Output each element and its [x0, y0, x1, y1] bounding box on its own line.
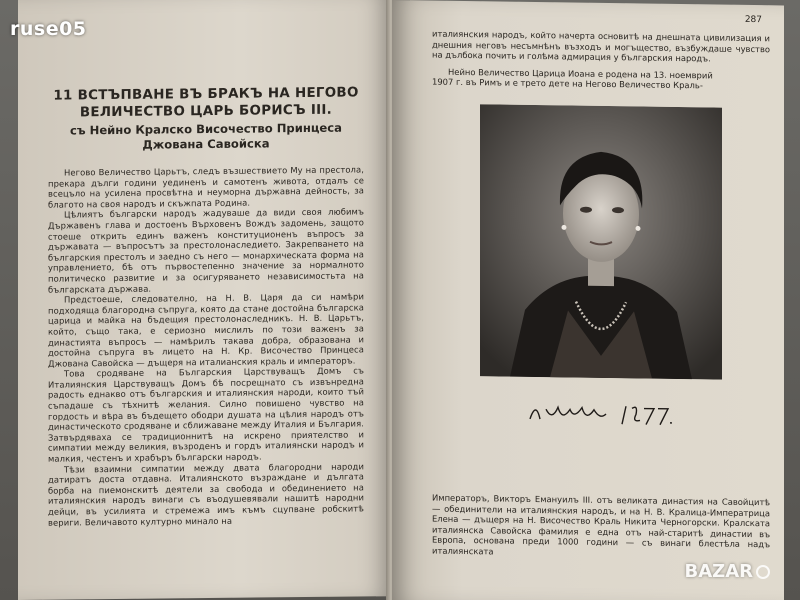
paragraph-5: Тѣзи взаимни симпатии между двата благородни народи датиратъ доста отдавна. Италиянското възраждане и дългата борба на пиемонскитѣ деятели за свобода и обединението на италиянския народъ винаги съ въодушевявали нашитѣ народни дейци, въ усилията и стремежа имъ къмъ сцупване робскитѣ вериги. Величавото културно минало на [48, 461, 364, 528]
left-page [18, 0, 390, 600]
top-paragraph: италиянския народъ, който начерта основитѣ на днешната цивилизация и днешния неговъ несъмнѣнъ възходъ и могъщество, възбуждаше чувство на дълбока почить и голѣма адмирация у българския народъ. [432, 28, 770, 64]
paragraph-1: Негово Величество Царьтъ, следъ възшествието Му на престола, прекара дълги години уединенъ и самотенъ живота, отдалъ се всецъло на усилена просвѣтна и неуморна държавна дейность, за благото на своя народъ и скъжпата Родина. [48, 164, 364, 210]
chapter-title: 11 ВСТЪПВАНЕ ВЪ БРАКЪ НА НЕГОВО ВЕЛИЧЕСТВО ЦАРЬ БОРИСЪ III. [53, 85, 359, 121]
page-number: 287 [744, 14, 762, 26]
right-page [392, 0, 784, 600]
portrait-figure [480, 104, 722, 379]
birth-line-2: 1907 г. въ Римъ и е трето дете на Негово Величество Краль- [432, 76, 703, 91]
site-watermark: ruse05 [10, 18, 87, 40]
bottom-paragraph: Императоръ, Викторъ Емануилъ III. отъ великата династия на Савойцитѣ — обединители на италиянския народъ, и на Н. В. Кралица-Императрица Елена — дъщеря на Н. Височество Краль Никита Черногорски. Кралската италиянска Савойска фамилия е една отъ най-старитѣ династии въ Европа, основана преди 1000 години — съ винаги блестѣла надъ италиянската [432, 492, 770, 557]
paragraph-2: Цѣлиятъ български народъ жадуваше да види своя любимъ Държавенъ глава и достоенъ Върховенъ Вождъ задомень, защото стоеше открить единъ важенъ конституционенъ въпросъ за държавата — въпросътъ за престолонаследието. Закрепването на българския престолъ и заедно съ него — монархическата форма на управлението, бѣ отъ първостепенно значение за нормалното политическо развитие и за осигуряването независимостьта на българската държава. [48, 206, 364, 295]
paragraph-4: Това сродяване на Българския Царствуващъ Домъ съ Италиянския Царствуващъ Домъ бѣ посрещнато съ извънредна радость еднакво отъ българския и италиянския народи, които тъй съпадаше съ тѣхнитѣ желания. Силно повишено чувство на гордость и вѣра въ бъдещето ободри душата на цѣлия народъ отъ династическото сродяване и сближаване между Италия и България. Затвърдяваха се традиционнитѣ на искрено приятелство и симпатии между великия, възроденъ и гордъ италиянски народъ и малкия, честенъ и храбъръ български народъ. [48, 365, 364, 464]
portrait-photo [480, 104, 722, 379]
bazar-logo: BAZAR [685, 561, 771, 582]
paragraph-3: Предстоеше, следователно, на Н. В. Царя да си намѣри подходяща благородна съпруга, която да стане достойна българска царица и майка на бъдещия престолонаследникъ. Н. В. Царьтъ, който, също така, е сериозно мислилъ по този важенъ за династията въпросъ — намѣрилъ такава добра, образована и достойна съпруга въ лицето на Н. Кр. Височество Принцеса Джована Савойска — дъщеря на италианския краль и императоръ. [48, 291, 364, 369]
chapter-subtitle: съ Нейно Кралско Височество Принцеса Джована Савойска [70, 120, 342, 152]
birth-line-1: Нейно Величество Царица Иоана е родена на 13. ноемврий [448, 66, 713, 81]
logo-mark-icon [756, 565, 770, 579]
signature [526, 395, 676, 431]
